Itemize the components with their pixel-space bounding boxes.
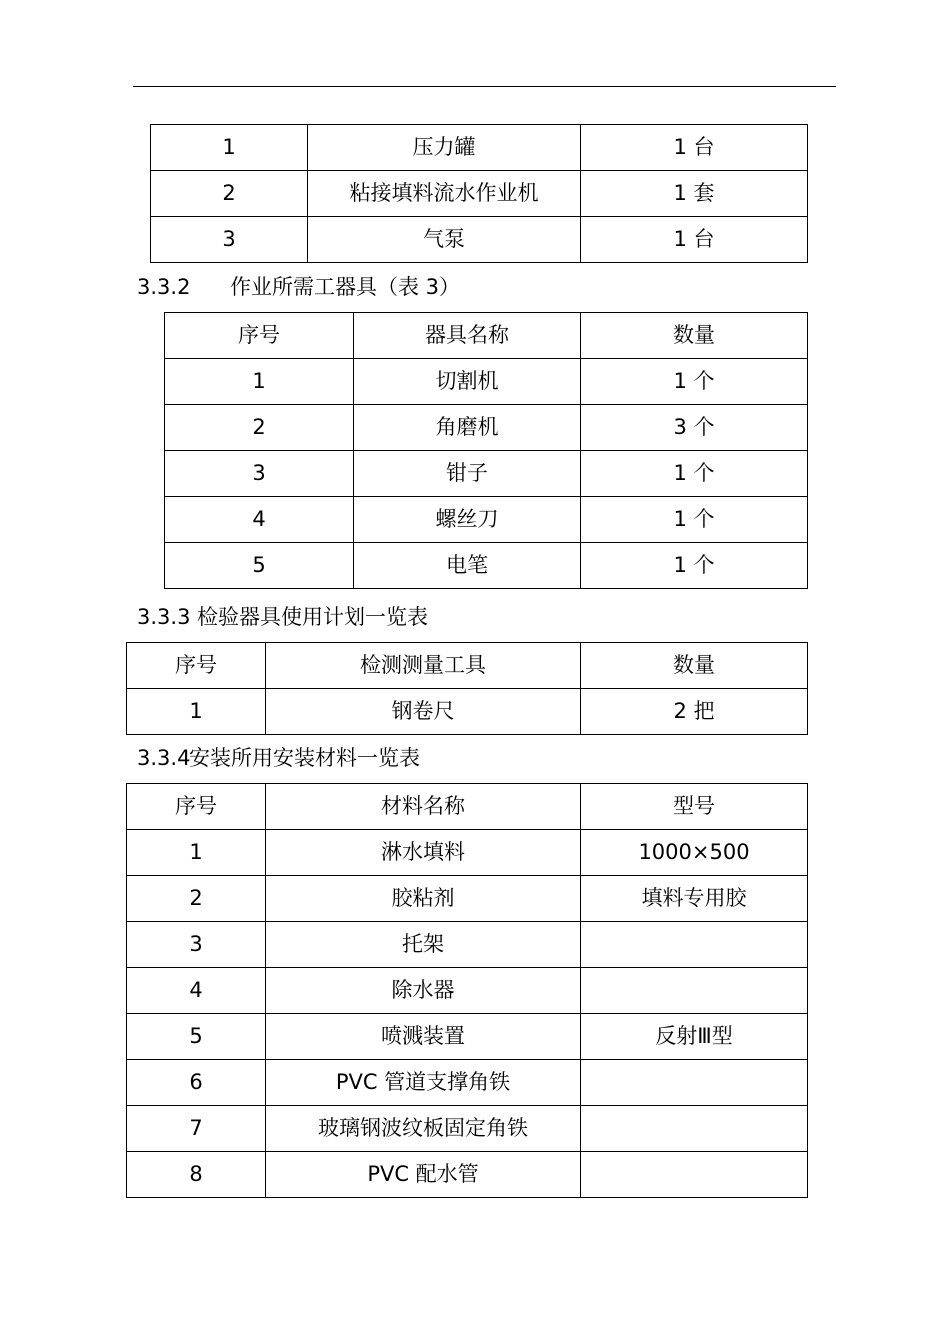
table-cell: 3 bbox=[127, 922, 266, 968]
table-cell: 气泵 bbox=[308, 217, 581, 263]
table-cell bbox=[581, 1060, 808, 1106]
section-title: 作业所需工器具（表 3） bbox=[230, 275, 461, 299]
table-cell: 淋水填料 bbox=[266, 830, 581, 876]
table-cell: 5 bbox=[165, 543, 354, 589]
inspection-tools-table bbox=[126, 642, 808, 735]
table-row bbox=[127, 1106, 808, 1152]
table-row bbox=[165, 543, 808, 589]
column-header: 材料名称 bbox=[266, 784, 581, 830]
table-cell: 压力罐 bbox=[308, 125, 581, 171]
table-cell: 粘接填料流水作业机 bbox=[308, 171, 581, 217]
table-cell: 电笔 bbox=[354, 543, 581, 589]
section-heading-3-3-4 bbox=[137, 744, 420, 772]
table-cell: 1 台 bbox=[581, 125, 808, 171]
table-cell: 喷溅装置 bbox=[266, 1014, 581, 1060]
table-cell: 5 bbox=[127, 1014, 266, 1060]
table-row bbox=[165, 405, 808, 451]
table-row bbox=[127, 1152, 808, 1198]
table-cell: 2 把 bbox=[581, 689, 808, 735]
table-row bbox=[165, 451, 808, 497]
column-header: 序号 bbox=[127, 643, 266, 689]
column-header: 序号 bbox=[127, 784, 266, 830]
table-row bbox=[127, 968, 808, 1014]
section-number: 3.3.3 bbox=[137, 605, 191, 629]
table-cell bbox=[581, 1106, 808, 1152]
table-cell: 1 台 bbox=[581, 217, 808, 263]
table-cell: 1 bbox=[127, 689, 266, 735]
section-title: 安装所用安装材料一览表 bbox=[189, 746, 420, 770]
table-cell: 钳子 bbox=[354, 451, 581, 497]
table-cell: 钢卷尺 bbox=[266, 689, 581, 735]
table-cell: 4 bbox=[165, 497, 354, 543]
table-cell: 1 bbox=[127, 830, 266, 876]
table-cell: 4 bbox=[127, 968, 266, 1014]
table-row bbox=[127, 922, 808, 968]
table-row bbox=[151, 171, 808, 217]
section-title: 检验器具使用计划一览表 bbox=[197, 605, 428, 629]
table-row bbox=[151, 125, 808, 171]
table-cell: 1 套 bbox=[581, 171, 808, 217]
section-number: 3.3.4 bbox=[137, 746, 191, 770]
table-cell: 1000×500 bbox=[581, 830, 808, 876]
header-rule bbox=[133, 86, 836, 87]
table-cell: 填料专用胶 bbox=[581, 876, 808, 922]
section-number: 3.3.2 bbox=[137, 275, 191, 299]
table-row bbox=[127, 1060, 808, 1106]
table-cell bbox=[581, 922, 808, 968]
table-cell: PVC 配水管 bbox=[266, 1152, 581, 1198]
table-cell bbox=[581, 1152, 808, 1198]
table-cell: 1 bbox=[165, 359, 354, 405]
table-cell: 切割机 bbox=[354, 359, 581, 405]
column-header: 器具名称 bbox=[354, 313, 581, 359]
table-cell: 2 bbox=[151, 171, 308, 217]
table-header-row bbox=[165, 313, 808, 359]
table-cell: 反射Ⅲ型 bbox=[581, 1014, 808, 1060]
equipment-table bbox=[150, 124, 808, 263]
table-row bbox=[127, 830, 808, 876]
table-cell: 3 个 bbox=[581, 405, 808, 451]
table-cell: 角磨机 bbox=[354, 405, 581, 451]
table-row bbox=[151, 217, 808, 263]
section-heading-3-3-3 bbox=[137, 603, 428, 631]
table-cell: 托架 bbox=[266, 922, 581, 968]
table-cell: 6 bbox=[127, 1060, 266, 1106]
table-cell: 玻璃钢波纹板固定角铁 bbox=[266, 1106, 581, 1152]
table-cell: 1 个 bbox=[581, 497, 808, 543]
tools-table bbox=[164, 312, 808, 589]
table-row bbox=[127, 876, 808, 922]
table-header-row bbox=[127, 643, 808, 689]
table-cell: 胶粘剂 bbox=[266, 876, 581, 922]
table-cell: 8 bbox=[127, 1152, 266, 1198]
column-header: 数量 bbox=[581, 313, 808, 359]
table-cell: 7 bbox=[127, 1106, 266, 1152]
table-cell: 1 个 bbox=[581, 543, 808, 589]
column-header: 型号 bbox=[581, 784, 808, 830]
column-header: 检测测量工具 bbox=[266, 643, 581, 689]
table-row bbox=[165, 359, 808, 405]
column-header: 序号 bbox=[165, 313, 354, 359]
table-cell: 3 bbox=[165, 451, 354, 497]
table-header-row bbox=[127, 784, 808, 830]
table-cell bbox=[581, 968, 808, 1014]
section-heading-3-3-2 bbox=[137, 273, 460, 301]
table-row bbox=[127, 689, 808, 735]
table-cell: PVC 管道支撑角铁 bbox=[266, 1060, 581, 1106]
table-cell: 除水器 bbox=[266, 968, 581, 1014]
table-cell: 2 bbox=[165, 405, 354, 451]
column-header: 数量 bbox=[581, 643, 808, 689]
table-cell: 1 个 bbox=[581, 451, 808, 497]
table-cell: 1 个 bbox=[581, 359, 808, 405]
table-cell: 螺丝刀 bbox=[354, 497, 581, 543]
materials-table bbox=[126, 783, 808, 1198]
table-cell: 3 bbox=[151, 217, 308, 263]
table-cell: 1 bbox=[151, 125, 308, 171]
table-row bbox=[127, 1014, 808, 1060]
table-row bbox=[165, 497, 808, 543]
table-cell: 2 bbox=[127, 876, 266, 922]
